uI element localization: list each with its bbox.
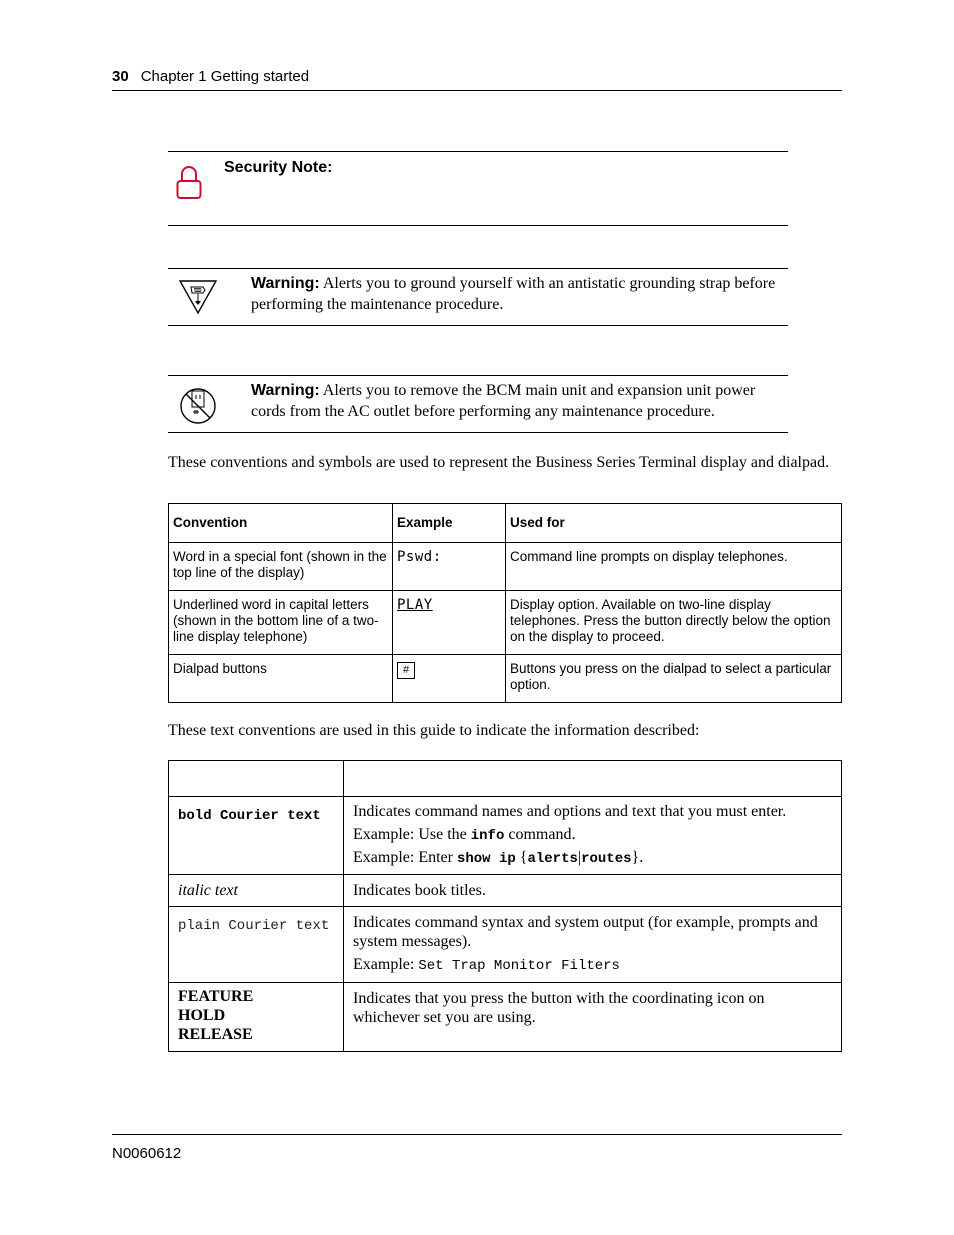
security-note-label: Security Note:: [224, 159, 333, 176]
example-pipe: |: [577, 849, 582, 866]
button-name: FEATURE: [178, 988, 254, 1005]
empty-header-cell: [169, 761, 344, 797]
button-name: HOLD: [178, 1007, 226, 1024]
warning-label: Warning:: [251, 382, 320, 399]
description-text: Indicates command syntax and system output (for example, prompts and system messages).: [353, 914, 818, 950]
lock-icon: [176, 164, 202, 205]
display-prompt-example: Pswd:: [397, 549, 442, 565]
example-cell: [393, 655, 506, 703]
display-conventions-table: [168, 503, 842, 703]
italic-sample: italic text: [178, 882, 238, 899]
chapter-title: Chapter 1 Getting started: [140, 68, 310, 85]
used-for-cell: Buttons you press on the dialpad to select a particular option.: [506, 655, 842, 703]
display-option-example: PLAY: [397, 597, 433, 613]
example-prefix: Example: Enter: [353, 849, 457, 866]
convention-cell: [169, 797, 344, 875]
description-cell: [344, 907, 842, 983]
text-conventions-intro: These text conventions are used in this guide to indicate the information described:: [168, 722, 700, 739]
example-code: routes: [581, 851, 632, 867]
conventions-intro: These conventions and symbols are used to represent the Business Series Terminal display and dialpad.: [168, 454, 830, 471]
description-cell: [344, 797, 842, 875]
description-cell: Indicates book titles.: [344, 875, 842, 907]
convention-cell: Word in a special font (shown in the top line of the display): [169, 543, 393, 591]
used-for-cell: Command line prompts on display telephones.: [506, 543, 842, 591]
document-id: N0060612: [112, 1145, 182, 1162]
table-header-row: [169, 504, 842, 543]
table-row: [169, 983, 842, 1052]
description-text: Indicates command names and options and text that you must enter.: [353, 803, 787, 820]
column-header: Convention: [169, 504, 393, 543]
example-brace: }.: [631, 849, 644, 866]
example-suffix: command.: [504, 826, 576, 843]
page-footer: [112, 1134, 842, 1162]
convention-cell: Underlined word in capital letters (shown in the bottom line of a two-line display telephone): [169, 591, 393, 655]
convention-cell: [169, 983, 344, 1052]
text-conventions-table: [168, 760, 842, 1052]
example-line: [353, 955, 832, 974]
table-row: [169, 655, 842, 703]
table-header-row: [169, 761, 842, 797]
convention-cell: [169, 907, 344, 983]
empty-header-cell: [344, 761, 842, 797]
example-prefix: Example:: [353, 956, 419, 973]
plain-courier-sample: plain Courier text: [178, 918, 330, 934]
table-row: [169, 875, 842, 907]
warning-text: Alerts you to remove the BCM main unit and expansion unit power cords from the AC outlet before performing any maintenance procedure.: [251, 382, 756, 420]
description-cell: Indicates that you press the button with the coordinating icon on whichever set you are using.: [344, 983, 842, 1052]
button-name: RELEASE: [178, 1026, 253, 1043]
example-prefix: Example: Use the: [353, 826, 471, 843]
used-for-cell: Display option. Available on two-line display telephones. Press the button directly below the option on the display to proceed.: [506, 591, 842, 655]
example-line: [353, 848, 832, 867]
warning-text: Alerts you to ground yourself with an antistatic grounding strap before performing the maintenance procedure.: [251, 275, 776, 313]
warning-unplug: [168, 375, 788, 433]
warning-label: Warning:: [251, 275, 320, 292]
table-row: [169, 591, 842, 655]
convention-cell: Dialpad buttons: [169, 655, 393, 703]
antistatic-strap-icon: [178, 277, 218, 320]
example-code: info: [470, 828, 505, 844]
table-row: [169, 543, 842, 591]
example-code: Set Trap Monitor Filters: [418, 958, 620, 974]
table-row: [169, 797, 842, 875]
warning-antistatic: [168, 268, 788, 326]
page-header: [112, 68, 842, 91]
page-number: 30: [112, 68, 129, 85]
example-cell: [393, 543, 506, 591]
example-code: show ip: [456, 851, 516, 867]
example-cell: [393, 591, 506, 655]
column-header: Used for: [506, 504, 842, 543]
security-note: [168, 151, 788, 226]
example-line: [353, 825, 832, 844]
unplug-power-icon: [178, 386, 218, 431]
convention-cell: [169, 875, 344, 907]
table-row: [169, 907, 842, 983]
bold-courier-sample: bold Courier text: [178, 808, 321, 824]
column-header: Example: [393, 504, 506, 543]
example-code: alerts: [527, 851, 578, 867]
dialpad-key-icon: #: [397, 662, 415, 679]
example-brace: {: [515, 849, 528, 866]
